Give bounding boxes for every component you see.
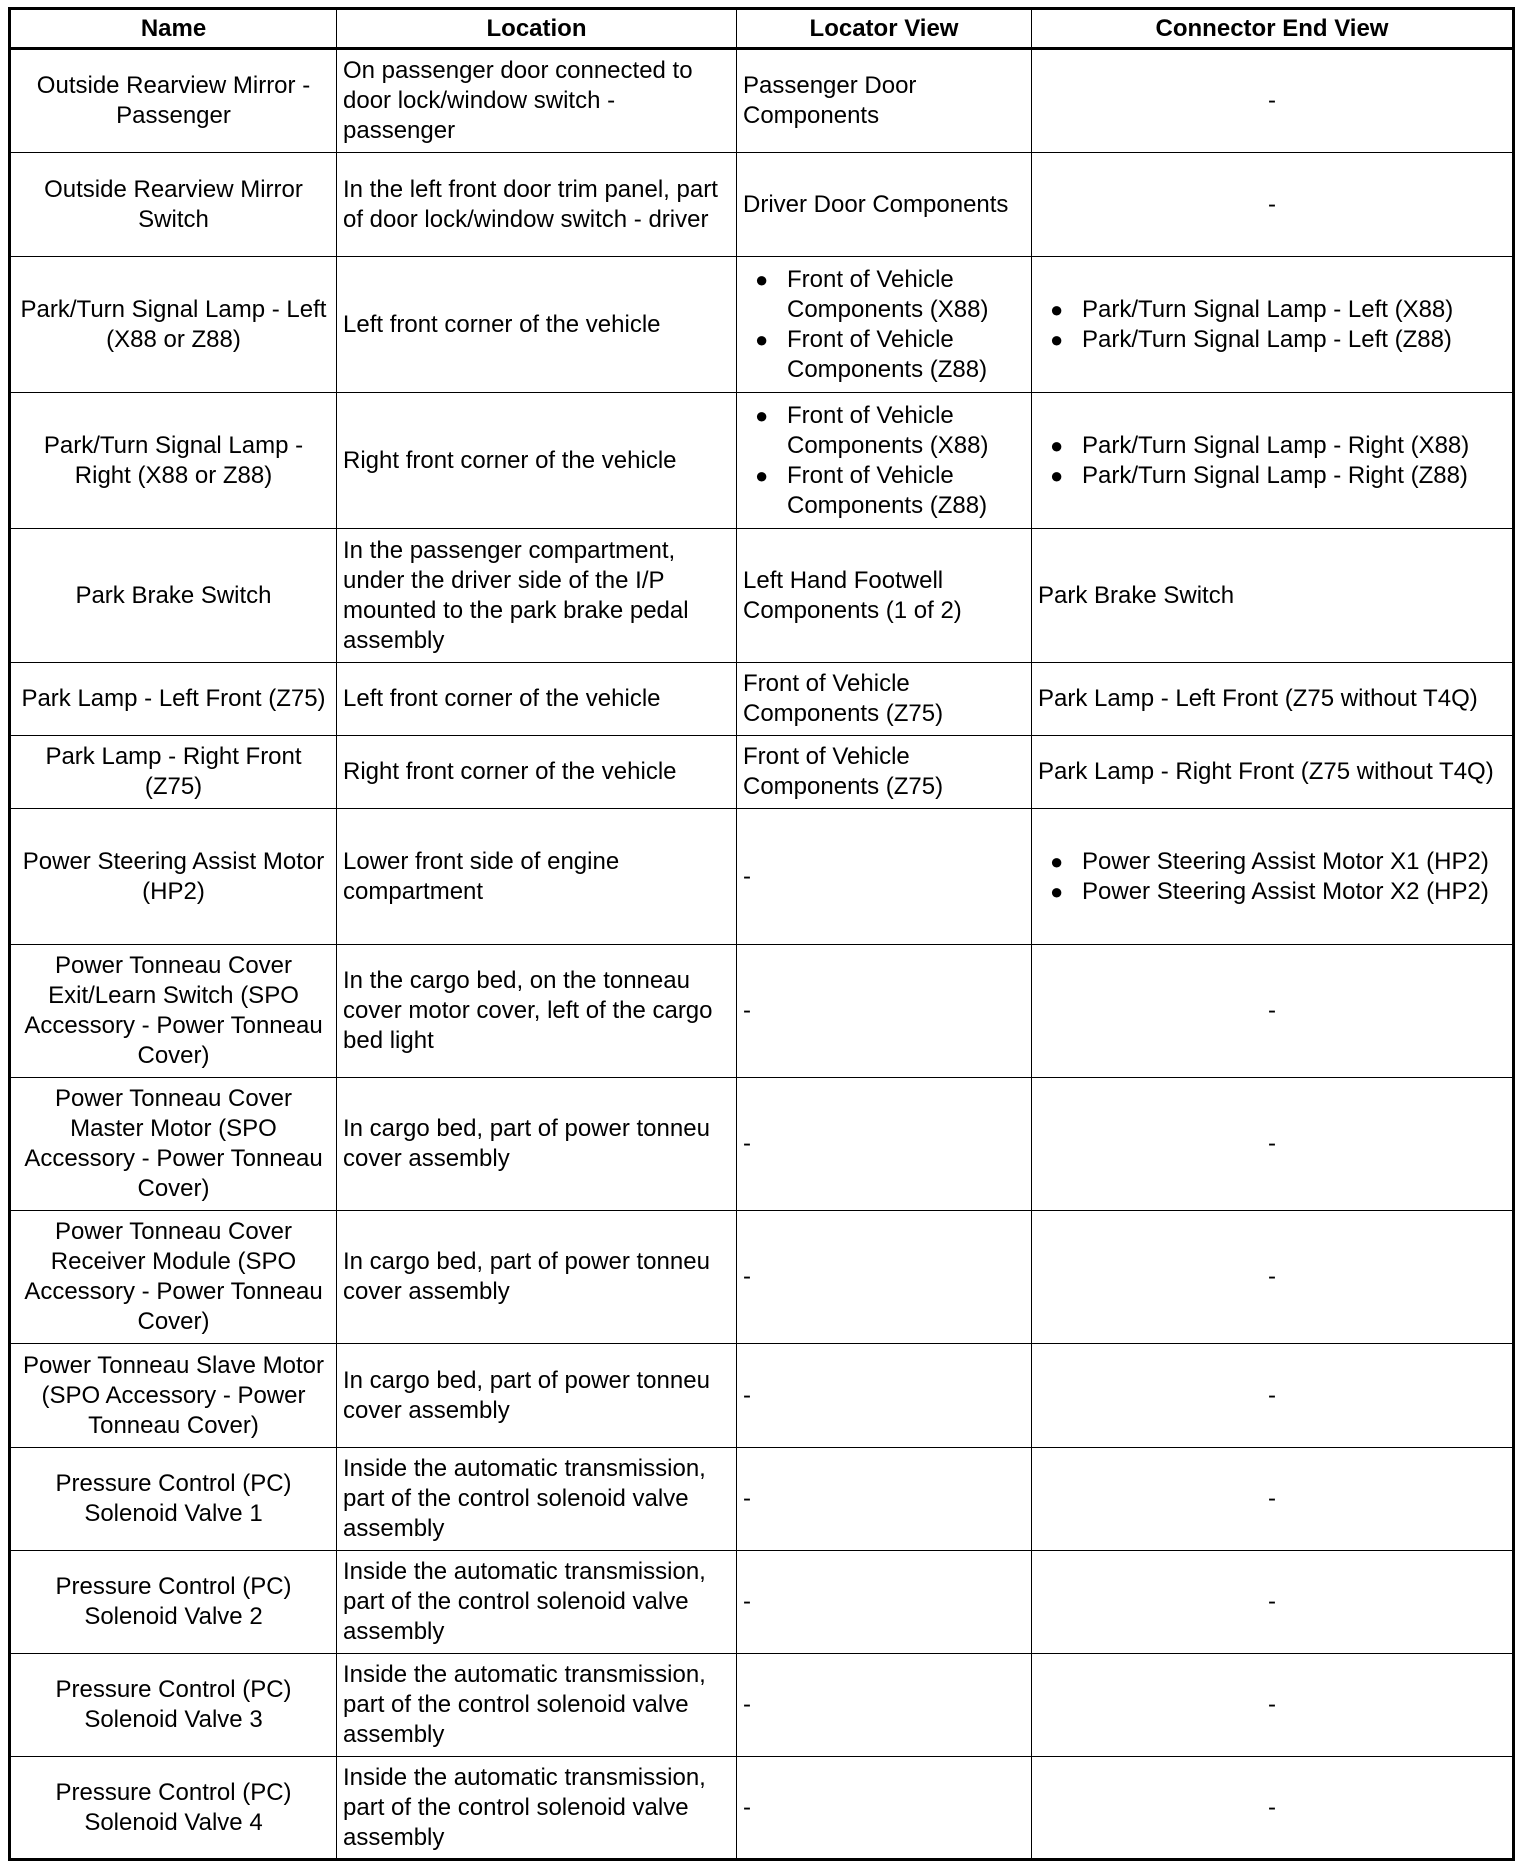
locator-view-list	[743, 401, 1025, 521]
cell-name: Pressure Control (PC) Solenoid Valve 3	[10, 1654, 337, 1757]
cell-location: Inside the automatic transmission, part of the control solenoid valve assembly	[337, 1448, 737, 1551]
cell-connector-end-view: -	[1032, 945, 1514, 1078]
cell-name: Outside Rearview Mirror - Passenger	[10, 49, 337, 153]
cell-name: Park/Turn Signal Lamp - Right (X88 or Z88)	[10, 393, 337, 529]
connector-view-list-item: ● Park/Turn Signal Lamp - Right (Z88)	[1082, 461, 1506, 491]
cell-locator-view: -	[737, 1078, 1032, 1211]
connector-view-list-item: ● Power Steering Assist Motor X1 (HP2)	[1082, 847, 1506, 877]
cell-locator-view	[737, 257, 1032, 393]
cell-connector-end-view: -	[1032, 1078, 1514, 1211]
table-row	[10, 49, 1514, 153]
cell-connector-end-view: -	[1032, 153, 1514, 257]
cell-location: In cargo bed, part of power tonneu cover assembly	[337, 1078, 737, 1211]
table-row	[10, 1551, 1514, 1654]
cell-name: Power Tonneau Cover Master Motor (SPO Accessory - Power Tonneau Cover)	[10, 1078, 337, 1211]
cell-connector-end-view: -	[1032, 1757, 1514, 1860]
locator-view-list-item: ● Front of Vehicle Components (Z88)	[787, 325, 1025, 385]
connector-view-list	[1038, 847, 1506, 907]
cell-name: Power Tonneau Cover Receiver Module (SPO Accessory - Power Tonneau Cover)	[10, 1211, 337, 1344]
cell-locator-view	[737, 393, 1032, 529]
cell-connector-end-view: -	[1032, 1448, 1514, 1551]
cell-connector-end-view: -	[1032, 1211, 1514, 1344]
cell-connector-end-view: Park Lamp - Right Front (Z75 without T4Q)	[1032, 736, 1514, 809]
cell-connector-end-view	[1032, 809, 1514, 945]
cell-connector-end-view: -	[1032, 1551, 1514, 1654]
table-row	[10, 1211, 1514, 1344]
cell-location: In the passenger compartment, under the driver side of the I/P mounted to the park brake pedal assembly	[337, 529, 737, 663]
cell-locator-view: -	[737, 1344, 1032, 1448]
connector-view-list-item: ● Park/Turn Signal Lamp - Left (Z88)	[1082, 325, 1506, 355]
table-row	[10, 663, 1514, 736]
cell-locator-view: Front of Vehicle Components (Z75)	[737, 663, 1032, 736]
component-location-table	[8, 7, 1515, 1861]
header-row	[10, 9, 1514, 49]
table-row	[10, 1448, 1514, 1551]
cell-location: Right front corner of the vehicle	[337, 393, 737, 529]
cell-location: On passenger door connected to door lock/window switch - passenger	[337, 49, 737, 153]
table-row	[10, 393, 1514, 529]
cell-location: In cargo bed, part of power tonneu cover assembly	[337, 1344, 737, 1448]
cell-connector-end-view: -	[1032, 1344, 1514, 1448]
header-connector-end-view: Connector End View	[1032, 9, 1514, 49]
cell-name: Power Steering Assist Motor (HP2)	[10, 809, 337, 945]
locator-view-list-item: ● Front of Vehicle Components (Z88)	[787, 461, 1025, 521]
connector-view-list-item: ● Park/Turn Signal Lamp - Right (X88)	[1082, 431, 1506, 461]
connector-view-list-item: ● Park/Turn Signal Lamp - Left (X88)	[1082, 295, 1506, 325]
cell-name: Power Tonneau Slave Motor (SPO Accessory - Power Tonneau Cover)	[10, 1344, 337, 1448]
cell-connector-end-view	[1032, 257, 1514, 393]
cell-location: In the cargo bed, on the tonneau cover motor cover, left of the cargo bed light	[337, 945, 737, 1078]
cell-locator-view: Left Hand Footwell Components (1 of 2)	[737, 529, 1032, 663]
table-row	[10, 1757, 1514, 1860]
cell-name: Power Tonneau Cover Exit/Learn Switch (SPO Accessory - Power Tonneau Cover)	[10, 945, 337, 1078]
cell-name: Pressure Control (PC) Solenoid Valve 2	[10, 1551, 337, 1654]
cell-locator-view: -	[737, 1211, 1032, 1344]
cell-connector-end-view: Park Brake Switch	[1032, 529, 1514, 663]
cell-connector-end-view: -	[1032, 49, 1514, 153]
cell-name: Outside Rearview Mirror Switch	[10, 153, 337, 257]
cell-locator-view: Front of Vehicle Components (Z75)	[737, 736, 1032, 809]
header-locator-view: Locator View	[737, 9, 1032, 49]
cell-locator-view: -	[737, 945, 1032, 1078]
table-row	[10, 809, 1514, 945]
table-row	[10, 153, 1514, 257]
cell-locator-view: -	[737, 809, 1032, 945]
cell-name: Pressure Control (PC) Solenoid Valve 4	[10, 1757, 337, 1860]
table-row	[10, 1654, 1514, 1757]
connector-view-list-item: ● Power Steering Assist Motor X2 (HP2)	[1082, 877, 1506, 907]
table-row	[10, 1078, 1514, 1211]
header-name: Name	[10, 9, 337, 49]
cell-locator-view: -	[737, 1654, 1032, 1757]
cell-location: In the left front door trim panel, part of door lock/window switch - driver	[337, 153, 737, 257]
table-row	[10, 1344, 1514, 1448]
cell-location: Inside the automatic transmission, part of the control solenoid valve assembly	[337, 1654, 737, 1757]
cell-locator-view: Driver Door Components	[737, 153, 1032, 257]
cell-name: Park/Turn Signal Lamp - Left (X88 or Z88)	[10, 257, 337, 393]
cell-name: Park Brake Switch	[10, 529, 337, 663]
cell-locator-view: Passenger Door Components	[737, 49, 1032, 153]
cell-location: Lower front side of engine compartment	[337, 809, 737, 945]
cell-location: Left front corner of the vehicle	[337, 663, 737, 736]
connector-view-list	[1038, 431, 1506, 491]
header-location: Location	[337, 9, 737, 49]
table-row	[10, 736, 1514, 809]
cell-connector-end-view: Park Lamp - Left Front (Z75 without T4Q)	[1032, 663, 1514, 736]
table-row	[10, 257, 1514, 393]
table-row	[10, 529, 1514, 663]
cell-locator-view: -	[737, 1448, 1032, 1551]
connector-view-list	[1038, 295, 1506, 355]
cell-location: Inside the automatic transmission, part of the control solenoid valve assembly	[337, 1551, 737, 1654]
table-row	[10, 945, 1514, 1078]
cell-location: Inside the automatic transmission, part of the control solenoid valve assembly	[337, 1757, 737, 1860]
cell-locator-view: -	[737, 1757, 1032, 1860]
locator-view-list	[743, 265, 1025, 385]
cell-name: Park Lamp - Left Front (Z75)	[10, 663, 337, 736]
locator-view-list-item: ● Front of Vehicle Components (X88)	[787, 401, 1025, 461]
cell-location: Left front corner of the vehicle	[337, 257, 737, 393]
cell-location: In cargo bed, part of power tonneu cover assembly	[337, 1211, 737, 1344]
cell-name: Park Lamp - Right Front (Z75)	[10, 736, 337, 809]
locator-view-list-item: ● Front of Vehicle Components (X88)	[787, 265, 1025, 325]
table-body	[10, 49, 1514, 1860]
cell-connector-end-view	[1032, 393, 1514, 529]
cell-locator-view: -	[737, 1551, 1032, 1654]
cell-name: Pressure Control (PC) Solenoid Valve 1	[10, 1448, 337, 1551]
cell-location: Right front corner of the vehicle	[337, 736, 737, 809]
cell-connector-end-view: -	[1032, 1654, 1514, 1757]
